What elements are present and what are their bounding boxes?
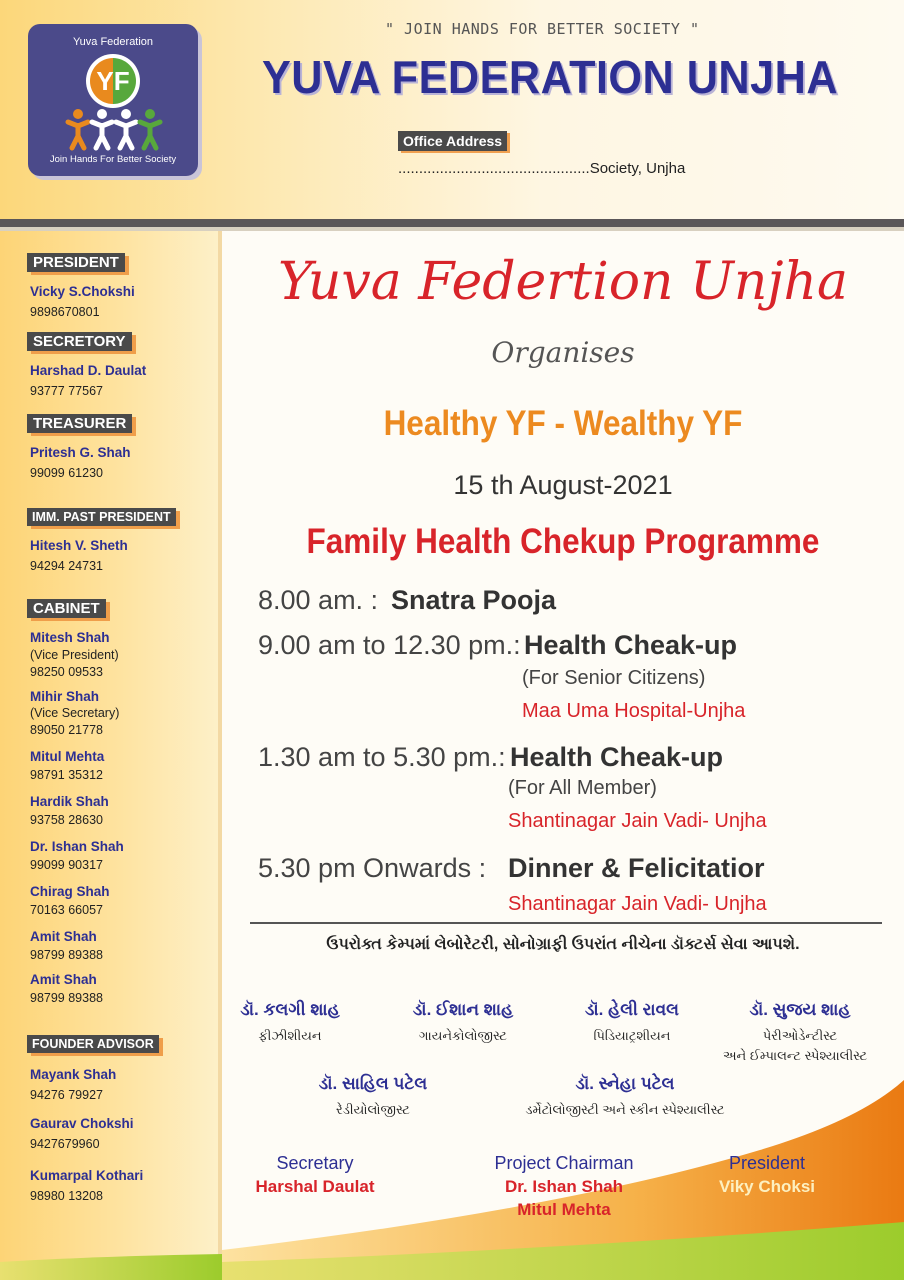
signature-name: Harshal Daulat	[255, 1177, 375, 1196]
imm-past-president-name: Hitesh V. Sheth	[30, 538, 128, 553]
doctors-intro-note: ઉપરોક્ત કેમ્પમાં લેબોરેટરી, સોનોગ્રાફી ઉપરાંત નીચેના ડૉક્ટર્સ સેવા આપશે.	[326, 936, 800, 953]
schedule-venue: Maa Uma Hospital-Unjha	[522, 700, 746, 722]
founder-advisor-phone: 94276 79927	[30, 1088, 103, 1102]
treasurer-phone: 99099 61230	[30, 466, 103, 480]
president-phone: 9898670801	[30, 305, 100, 319]
signature-name: Viky Choksi	[718, 1177, 816, 1196]
logo-initials: YF	[96, 66, 130, 96]
schedule-event: Dinner & Felicitatior	[508, 853, 765, 883]
schedule-time: 5.30 pm Onwards :	[258, 853, 487, 883]
cabinet-member-name: Mihir Shah	[30, 689, 100, 704]
cabinet-member-name: Mitesh Shah	[30, 630, 110, 645]
doctor-name: ડૉ. સ્નેહા પટેલ	[575, 1074, 675, 1093]
doctor-specialty: ડર્મેટોલોજીસ્ટી અને સ્કીન સ્પેશ્યાલીસ્ટ	[525, 1102, 725, 1117]
cabinet-heading: CABINET	[27, 599, 106, 618]
founder-advisor-phone: 9427679960	[30, 1137, 100, 1151]
office-address-label: Office Address	[398, 131, 507, 151]
doctor-specialty: ફીઝીશીયન	[258, 1028, 322, 1043]
logo-tagline: Join Hands For Better Society	[49, 154, 177, 165]
event-headline: Healthy YF - Wealthy YF	[383, 404, 743, 443]
cabinet-member-phone: 98799 89388	[30, 991, 103, 1005]
schedule-venue: Shantinagar Jain Vadi- Unjha	[508, 893, 767, 915]
doctor-specialty-line2: અને ઈમ્પાલન્ટ સ્પેશ્યાલીસ્ટ	[722, 1048, 868, 1063]
schedule-event: Snatra Pooja	[391, 585, 557, 615]
event-script-title: Yuva Federtion Unjha	[278, 252, 848, 312]
founder-advisor-name: Gaurav Chokshi	[30, 1116, 134, 1131]
programme-title: Family Health Chekup Programme	[306, 522, 820, 561]
cabinet-member-phone: 98250 09533	[30, 665, 103, 679]
cabinet-member-name: Dr. Ishan Shah	[30, 839, 124, 854]
cabinet-member-name: Amit Shah	[30, 972, 97, 987]
treasurer-name: Pritesh G. Shah	[30, 445, 131, 460]
cabinet-member-phone: 99099 90317	[30, 858, 103, 872]
slogan: " JOIN HANDS FOR BETTER SOCIETY "	[385, 20, 700, 38]
doctor-name: ડૉ. કલગી શાહ	[240, 1000, 340, 1019]
doctor-specialty: પેરીઓડેન્ટીસ્ટ	[762, 1028, 838, 1043]
cabinet-member-phone: 98791 35312	[30, 768, 103, 782]
imm-past-president-phone: 94294 24731	[30, 559, 103, 573]
cabinet-member-name: Amit Shah	[30, 929, 97, 944]
cabinet-member-phone: 89050 21778	[30, 723, 103, 737]
cabinet-member-role: (Vice President)	[30, 648, 119, 662]
doctor-name: ડૉ. સુજય શાહ	[749, 1000, 851, 1019]
event-date: 15 th August-2021	[453, 470, 673, 500]
cabinet-member-name: Hardik Shah	[30, 794, 109, 809]
founder-advisor-name: Mayank Shah	[30, 1067, 117, 1082]
schedule-note: (For Senior Citizens)	[522, 667, 706, 689]
secretary-name: Harshad D. Daulat	[30, 363, 147, 378]
doctor-specialty: ગાયનેકોલોજીસ્ટ	[419, 1028, 507, 1043]
secretary-phone: 93777 77567	[30, 384, 103, 398]
schedule-time: 9.00 am to 12.30 pm.:	[258, 630, 521, 660]
signature-name: Dr. Ishan Shah	[504, 1177, 624, 1196]
logo-arc-text: Yuva Federation	[72, 36, 154, 48]
founder-advisor-phone: 98980 13208	[30, 1189, 103, 1203]
schedule-event: Health Cheak-up	[524, 630, 738, 660]
cabinet-member-phone: 93758 28630	[30, 813, 103, 827]
cabinet-member-name: Chirag Shah	[30, 884, 110, 899]
organization-title: YUVA FEDERATION UNJHA	[262, 51, 839, 103]
founder-advisor-name: Kumarpal Kothari	[30, 1168, 144, 1183]
schedule-time: 8.00 am. :	[258, 585, 379, 615]
signature-name: Mitul Mehta	[517, 1200, 611, 1219]
president-name: Vicky S.Chokshi	[30, 284, 135, 299]
signature-role: Project Chairman	[494, 1153, 634, 1173]
schedule-venue: Shantinagar Jain Vadi- Unjha	[508, 810, 767, 832]
doctor-name: ડૉ. હેલી રાવલ	[584, 1000, 680, 1019]
signature-role: Secretary	[276, 1153, 354, 1173]
schedule-event: Health Cheak-up	[510, 742, 724, 772]
section-divider	[250, 922, 882, 924]
cabinet-member-name: Mitul Mehta	[30, 749, 105, 764]
imm-past-president-heading: IMM. PAST PRESIDENT	[27, 508, 176, 526]
cabinet-member-phone: 70163 66057	[30, 903, 103, 917]
doctor-specialty: પિડિયાટ્રશીયન	[593, 1028, 671, 1043]
schedule-note: (For All Member)	[508, 777, 657, 799]
office-address-line: ..............................................Society, Unjha	[398, 160, 686, 177]
signature-role: President	[728, 1153, 806, 1173]
doctor-name: ડૉ. ઈશાન શાહ	[412, 1000, 514, 1019]
founder-advisor-heading: FOUNDER ADVISOR	[27, 1035, 159, 1053]
treasurer-heading: TREASURER	[27, 414, 132, 433]
organises-text: Organises	[491, 336, 635, 369]
cabinet-member-phone: 98799 89388	[30, 948, 103, 962]
cabinet-member-role: (Vice Secretary)	[30, 706, 120, 720]
schedule-time: 1.30 am to 5.30 pm.:	[258, 742, 506, 772]
secretary-heading: SECRETORY	[27, 332, 132, 351]
doctor-name: ડૉ. સાહિલ પટેલ	[318, 1074, 428, 1093]
president-heading: PRESIDENT	[27, 253, 125, 272]
doctor-specialty: રેડીયોલોજીસ્ટ	[336, 1102, 410, 1117]
